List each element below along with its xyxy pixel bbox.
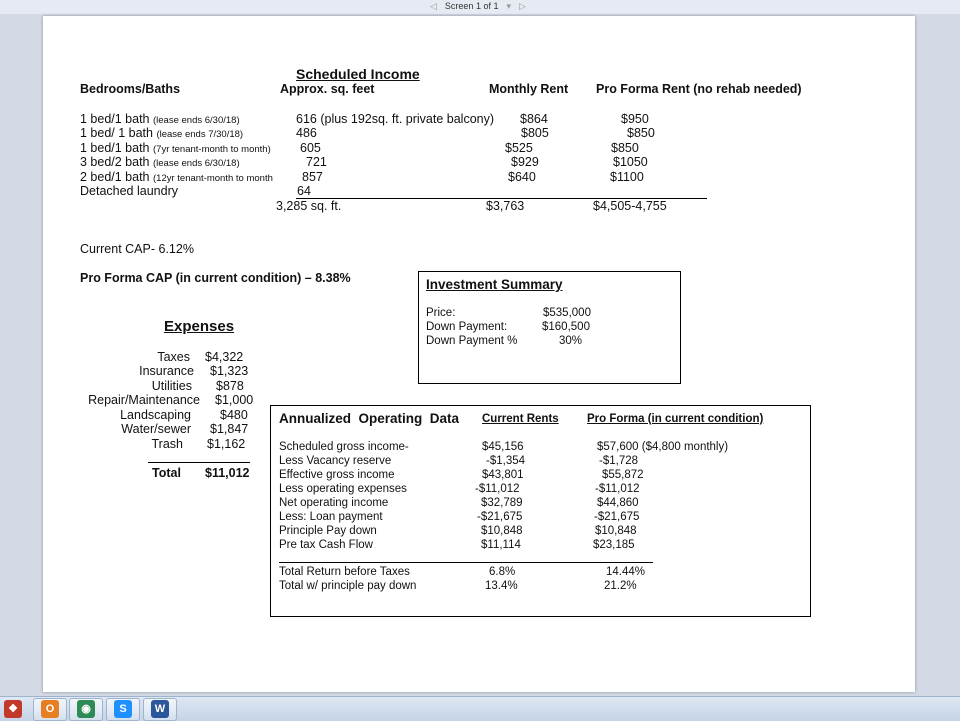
screen-dropdown-icon[interactable]: ▾ (506, 0, 511, 11)
scheduled-income-title: Scheduled Income (296, 66, 420, 82)
operating-row-proforma: -$1,728 (599, 455, 639, 467)
chrome-icon: ◉ (77, 700, 95, 718)
operating-col-current: Current Rents (482, 413, 559, 425)
expense-value: $1,847 (210, 422, 249, 436)
investment-label: Down Payment: (426, 321, 508, 333)
income-row-unit: 3 bed/2 bath (lease ends 6/30/18) (80, 155, 240, 169)
next-screen-icon[interactable]: ▷ (519, 0, 526, 11)
operating-row-current: -$21,675 (477, 511, 523, 523)
operating-row-label: Principle Pay down (279, 525, 377, 537)
income-row-sqft: 605 (300, 141, 321, 155)
proforma-cap: Pro Forma CAP (in current condition) – 8.38% (80, 271, 351, 285)
income-row-rent: $805 (521, 126, 549, 140)
income-total-rent: $3,763 (486, 199, 525, 213)
expenses-total-label: Total (152, 466, 181, 480)
prev-screen-icon[interactable]: ◁ (430, 0, 437, 11)
operating-data-title: Annualized Operating Data (279, 411, 460, 426)
expense-label: Taxes (157, 350, 190, 364)
operating-row-proforma: -$21,675 (594, 511, 640, 523)
taskbar-button-skype[interactable] (106, 698, 140, 721)
returns-row-label: Total w/ principle pay down (279, 580, 417, 592)
document-page (43, 16, 915, 692)
expense-label: Repair/Maintenance (88, 393, 200, 407)
investment-summary-box (418, 271, 681, 384)
income-row-rent: $525 (505, 141, 533, 155)
expenses-total-rule (148, 462, 250, 463)
taskbar-button-chrome[interactable] (69, 698, 103, 721)
income-total-proforma: $4,505-4,755 (593, 199, 667, 213)
income-row-proforma: $850 (611, 141, 639, 155)
income-total-sqft: 3,285 sq. ft. (276, 199, 342, 213)
operating-row-label: Pre tax Cash Flow (279, 539, 373, 551)
expense-label: Water/sewer (121, 422, 191, 436)
operating-row-proforma: $10,848 (595, 525, 637, 537)
expense-value: $1,000 (215, 393, 254, 407)
expense-value: $1,162 (207, 437, 246, 451)
income-row-rent: $640 (508, 170, 536, 184)
income-row-unit: 2 bed/1 bath (12yr tenant-month to month (80, 170, 273, 184)
operating-col-proforma: Pro Forma (in current condition) (587, 413, 764, 425)
header-bedrooms-baths: Bedrooms/Baths (80, 82, 181, 96)
income-row-sqft: 721 (306, 155, 327, 169)
operating-row-proforma: -$11,012 (595, 483, 640, 495)
investment-value: $535,000 (543, 307, 591, 319)
expense-label: Insurance (139, 364, 194, 378)
current-cap: Current CAP- 6.12% (80, 242, 194, 256)
income-row-unit: 1 bed/1 bath (lease ends 6/30/18) (80, 112, 240, 126)
expense-value: $1,323 (210, 364, 249, 378)
screen-label: Screen 1 of 1 (444, 1, 499, 11)
operating-returns-rule (279, 562, 653, 563)
operating-row-label: Scheduled gross income- (279, 441, 409, 453)
expense-label: Utilities (151, 379, 192, 393)
investment-summary-title: Investment Summary (426, 277, 563, 292)
viewer-top-bar (0, 0, 960, 14)
income-row-sqft: 486 (296, 126, 317, 140)
income-row-proforma: $950 (621, 112, 649, 126)
operating-row-label: Less Vacancy reserve (279, 455, 392, 467)
word-icon: W (151, 700, 169, 718)
expense-label: Landscaping (120, 408, 191, 422)
taskbar-button-outlook[interactable] (33, 698, 67, 721)
header-proforma-rent: Pro Forma Rent (no rehab needed) (596, 82, 802, 96)
operating-row-current: $32,789 (481, 497, 523, 509)
returns-row-proforma: 14.44% (606, 566, 646, 578)
outlook-icon: O (41, 700, 59, 718)
operating-row-proforma: $44,860 (597, 497, 639, 509)
income-row-proforma: $1050 (613, 155, 648, 169)
operating-row-current: -$1,354 (486, 455, 526, 467)
header-monthly-rent: Monthly Rent (489, 82, 569, 96)
operating-row-current: $11,114 (481, 539, 521, 551)
operating-row-proforma: $57,600 ($4,800 monthly) (597, 441, 729, 453)
expenses-total-value: $11,012 (205, 466, 250, 480)
investment-value: $160,500 (542, 321, 590, 333)
investment-label: Price: (426, 307, 456, 319)
income-row-unit: Detached laundry (80, 184, 178, 198)
operating-row-label: Effective gross income (279, 469, 395, 481)
income-row-proforma: $850 (627, 126, 655, 140)
taskbar (0, 696, 960, 721)
returns-row-label: Total Return before Taxes (279, 566, 410, 578)
income-row-rent: $864 (520, 112, 548, 126)
operating-row-label: Less operating expenses (279, 483, 407, 495)
windows-logo-icon[interactable]: ❖ (4, 700, 22, 718)
operating-row-current: $43,801 (482, 469, 524, 481)
income-row-rent: $929 (511, 155, 539, 169)
expense-value: $4,322 (205, 350, 244, 364)
income-row-proforma: $1100 (610, 170, 644, 184)
operating-row-label: Net operating income (279, 497, 389, 509)
operating-row-proforma: $23,185 (593, 539, 635, 551)
operating-data-box (270, 405, 811, 617)
operating-row-current: $45,156 (482, 441, 524, 453)
operating-row-label: Less: Loan payment (279, 511, 383, 523)
income-row-sqft: 64 (297, 184, 311, 198)
returns-row-proforma: 21.2% (604, 580, 637, 592)
expense-label: Trash (151, 437, 183, 451)
investment-value: 30% (559, 335, 583, 347)
skype-icon: S (114, 700, 132, 718)
expenses-title: Expenses (164, 318, 235, 335)
operating-row-current: -$11,012 (475, 483, 520, 495)
header-sqft: Approx. sq. feet (280, 82, 375, 96)
screen-navigator (430, 0, 526, 12)
operating-row-current: $10,848 (481, 525, 523, 537)
expense-value: $878 (216, 379, 244, 393)
income-row-unit: 1 bed/1 bath (7yr tenant-month to month) (80, 141, 271, 155)
returns-row-current: 13.4% (485, 580, 518, 592)
expense-value: $480 (220, 408, 248, 422)
income-row-sqft: 857 (302, 170, 323, 184)
operating-row-proforma: $55,872 (602, 469, 644, 481)
taskbar-button-word[interactable] (143, 698, 177, 721)
returns-row-current: 6.8% (489, 566, 516, 578)
investment-label: Down Payment % (426, 335, 518, 347)
income-row-sqft: 616 (plus 192sq. ft. private balcony) (296, 112, 495, 126)
income-row-unit: 1 bed/ 1 bath (lease ends 7/30/18) (80, 126, 244, 140)
